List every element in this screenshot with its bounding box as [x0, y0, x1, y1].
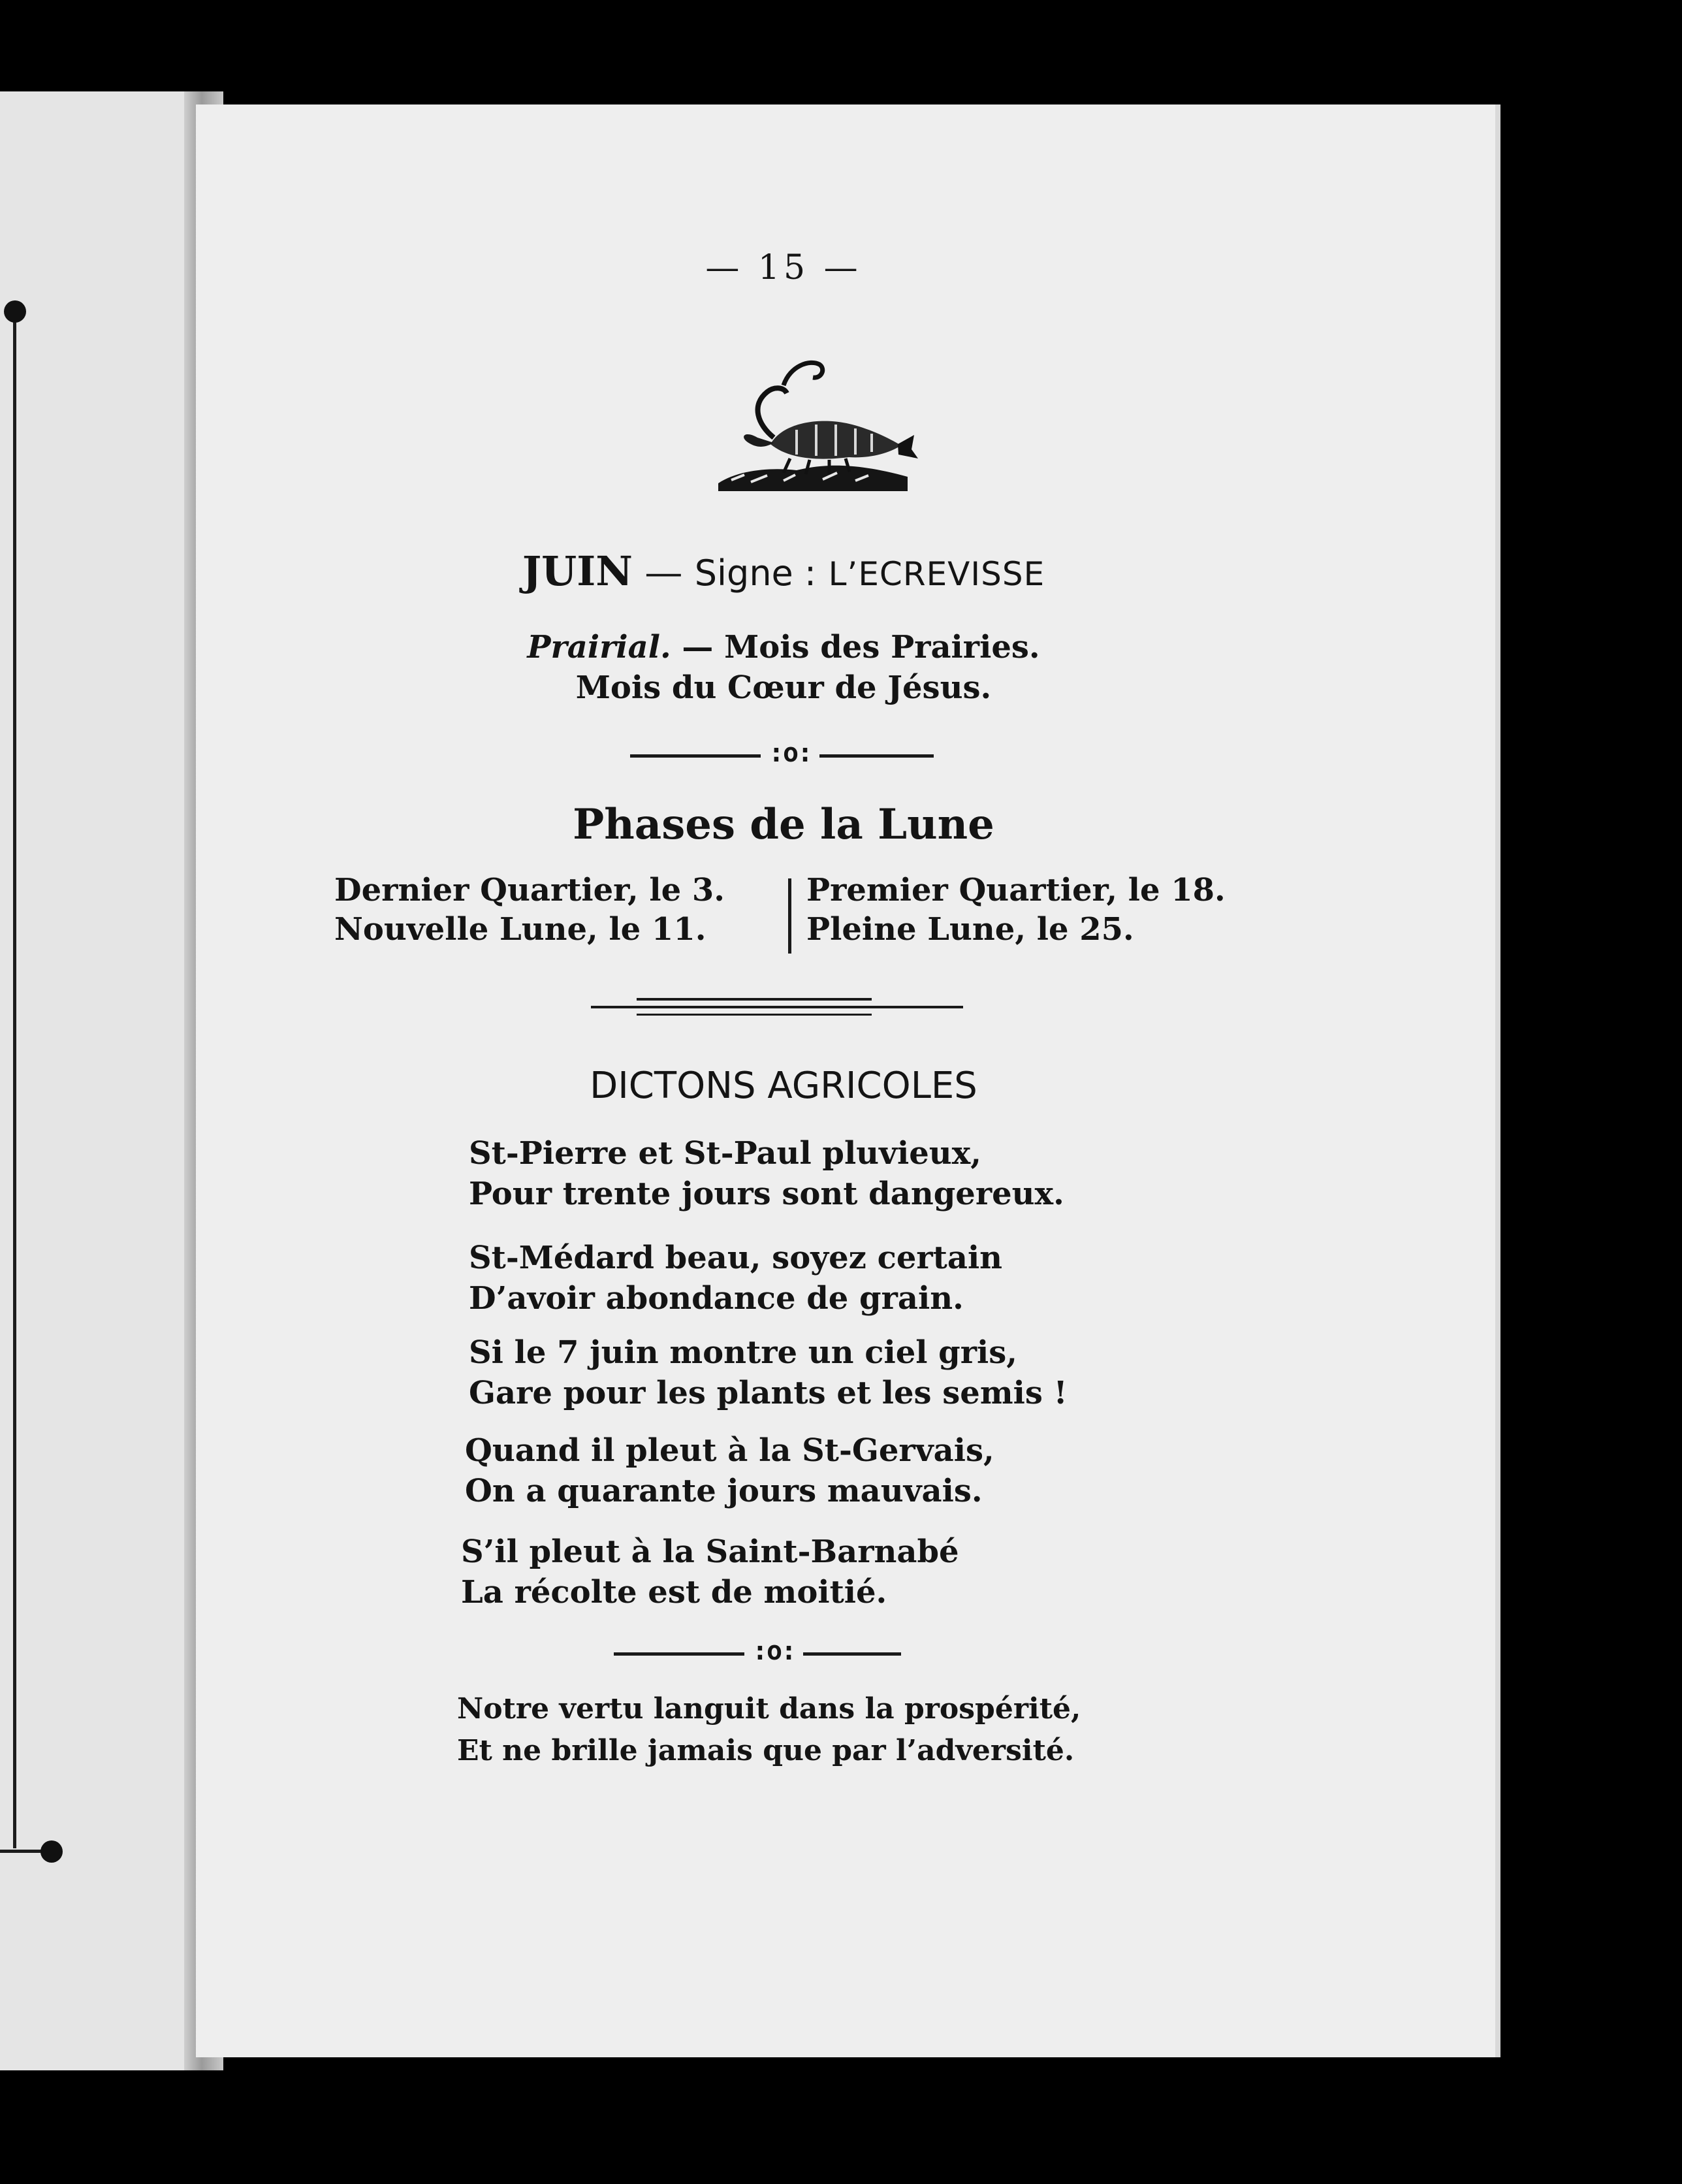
proverb-line: S’il pleut à la Saint-Barnabé: [461, 1534, 959, 1570]
republican-month-line: [261, 627, 1306, 667]
dictons-heading: DICTONS AGRICOLES: [590, 1065, 977, 1107]
proverb-line: D’avoir abondance de grain.: [469, 1280, 964, 1317]
rule-line: [637, 1014, 872, 1016]
moon-phase-right-1: Premier Quartier, le 18.: [806, 872, 1226, 908]
border-rule: [13, 307, 16, 1848]
moon-phase-left-1: Dernier Quartier, le 3.: [334, 872, 725, 908]
maxim-line: Et ne brille jamais que par l’adversité.: [457, 1734, 1075, 1767]
proverb: [465, 1430, 994, 1511]
rule-terminal-dot: [4, 300, 26, 323]
rule-line: [591, 1006, 963, 1008]
double-rule: [591, 998, 963, 1018]
month-name: JUIN: [522, 547, 633, 595]
proverb-line: Gare pour les plants et les semis !: [469, 1375, 1068, 1411]
sign-label: Signe :: [694, 553, 817, 594]
page-number: — 15 —: [705, 248, 862, 287]
ornamental-separator: [614, 1636, 940, 1669]
separator-mark: :o:: [768, 738, 812, 768]
ornamental-separator: [630, 738, 957, 771]
proverb-line: Si le 7 juin montre un ciel gris,: [469, 1334, 1017, 1371]
moon-phase-right-2: Pleine Lune, le 25.: [806, 911, 1134, 948]
proverb: [461, 1532, 959, 1613]
dash: —: [644, 550, 683, 594]
separator-rule: [630, 754, 761, 758]
separator-rule: [819, 754, 934, 758]
proverb: [469, 1133, 1064, 1214]
separator-rule: [803, 1652, 901, 1656]
proverb-line: St-Médard beau, soyez certain: [469, 1240, 1003, 1276]
rule-line: [637, 998, 872, 1001]
devotion-line: Mois du Cœur de Jésus.: [575, 669, 992, 706]
rule-terminal-dot: [40, 1840, 63, 1863]
closing-maxim: [457, 1688, 1081, 1772]
crayfish-icon: [712, 346, 921, 496]
month-sign-line: [261, 547, 1306, 595]
moon-phases-heading: Phases de la Lune: [573, 800, 994, 849]
proverb-line: Quand il pleut à la St-Gervais,: [465, 1432, 994, 1469]
maxim-line: Notre vertu languit dans la prospérité,: [457, 1692, 1081, 1726]
separator-rule: [614, 1652, 744, 1656]
proverb-line: La récolte est de moitié.: [461, 1574, 887, 1611]
republican-month-meaning: — Mois des Prairies.: [682, 629, 1040, 666]
republican-month: Prairial.: [527, 629, 671, 666]
moon-phase-left-2: Nouvelle Lune, le 11.: [334, 911, 706, 948]
proverb: [469, 1332, 1068, 1413]
zodiac-sign-name: L’ECREVISSE: [828, 555, 1045, 593]
calendar-names: [261, 627, 1306, 708]
separator-mark: :o:: [752, 1636, 796, 1666]
proverb-line: On a quarante jours mauvais.: [465, 1473, 983, 1509]
column-divider: [788, 878, 791, 954]
proverb-line: St-Pierre et St-Paul pluvieux,: [469, 1135, 981, 1172]
facing-page-edge: [0, 91, 196, 2070]
proverb: [469, 1238, 1002, 1319]
proverb-line: Pour trente jours sont dangereux.: [469, 1176, 1064, 1212]
